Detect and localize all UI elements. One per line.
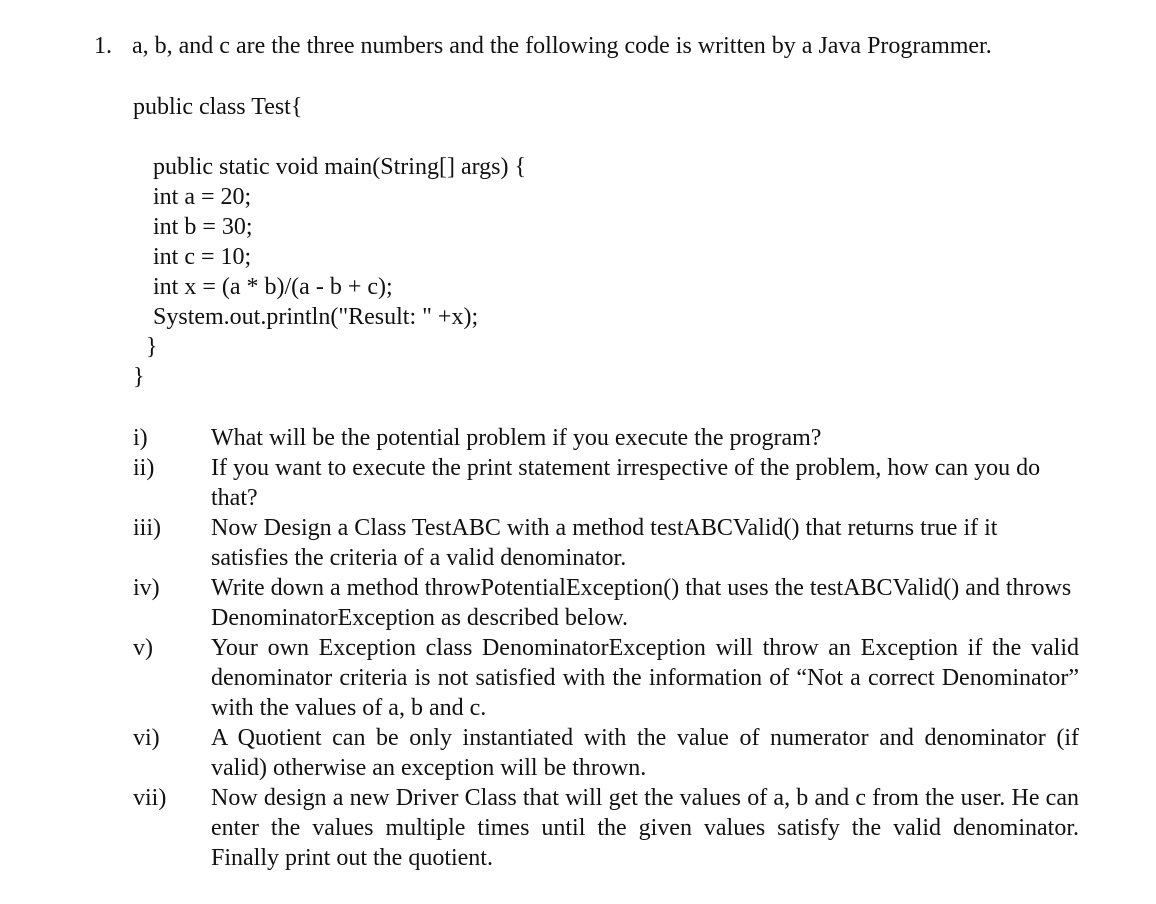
subquestion-text: Now design a new Driver Class that will get the values of a, b and c from the user. He can enter the values multiple times until the given values satisfy the valid denominator. Finally print out the quotient. — [211, 785, 1079, 871]
subquestion-item — [133, 513, 1083, 573]
subquestion-item — [133, 783, 1083, 873]
subquestion-list — [133, 423, 1083, 873]
code-main-signature: public static void main(String[] args) { — [153, 154, 527, 180]
subquestion-text: A Quotient can be only instantiated with the value of numerator and denominator (if valid) otherwise an exception will be thrown. — [211, 725, 1079, 781]
subquestion-text: What will be the potential problem if you execute the program? — [211, 425, 822, 451]
subquestion-item — [133, 723, 1083, 783]
subquestion-label: i) — [133, 425, 148, 451]
subquestion-label: ii) — [133, 455, 155, 481]
question-header — [94, 30, 1134, 62]
subquestion-label: v) — [133, 635, 153, 661]
subquestion-text: Now Design a Class TestABC with a method testABCValid() that returns true if it satisfies the criteria of a valid denominator. — [211, 515, 998, 571]
subquestion-item — [133, 423, 1083, 453]
subquestion-item — [133, 633, 1083, 723]
code-line-c: int c = 10; — [153, 244, 252, 270]
question-number: 1. — [94, 33, 112, 59]
subquestion-item — [133, 573, 1083, 633]
subquestion-label: vi) — [133, 725, 160, 751]
code-class-declaration: public class Test{ — [133, 94, 303, 120]
subquestion-label: iv) — [133, 575, 160, 601]
code-line-a: int a = 20; — [153, 184, 252, 210]
subquestion-label: vii) — [133, 785, 167, 811]
subquestion-text: Write down a method throwPotentialException() that uses the testABCValid() and throws DenominatorException as described below. — [211, 575, 1072, 631]
subquestion-item — [133, 453, 1083, 513]
code-class-close: } — [133, 364, 145, 390]
subquestion-text: Your own Exception class DenominatorException will throw an Exception if the valid denominator criteria is not satisfied with the information of “Not a correct Denominator” with the values of a, b and c. — [211, 635, 1079, 721]
code-line-b: int b = 30; — [153, 214, 253, 240]
question-text: a, b, and c are the three numbers and the following code is written by a Java Programmer. — [132, 33, 992, 59]
code-line-x: int x = (a * b)/(a - b + c); — [153, 274, 393, 300]
subquestion-text: If you want to execute the print statement irrespective of the problem, how can you do that? — [211, 455, 1041, 511]
code-main-close: } — [146, 334, 158, 360]
subquestion-label: iii) — [133, 515, 161, 541]
code-line-print: System.out.println("Result: " +x); — [153, 304, 479, 330]
